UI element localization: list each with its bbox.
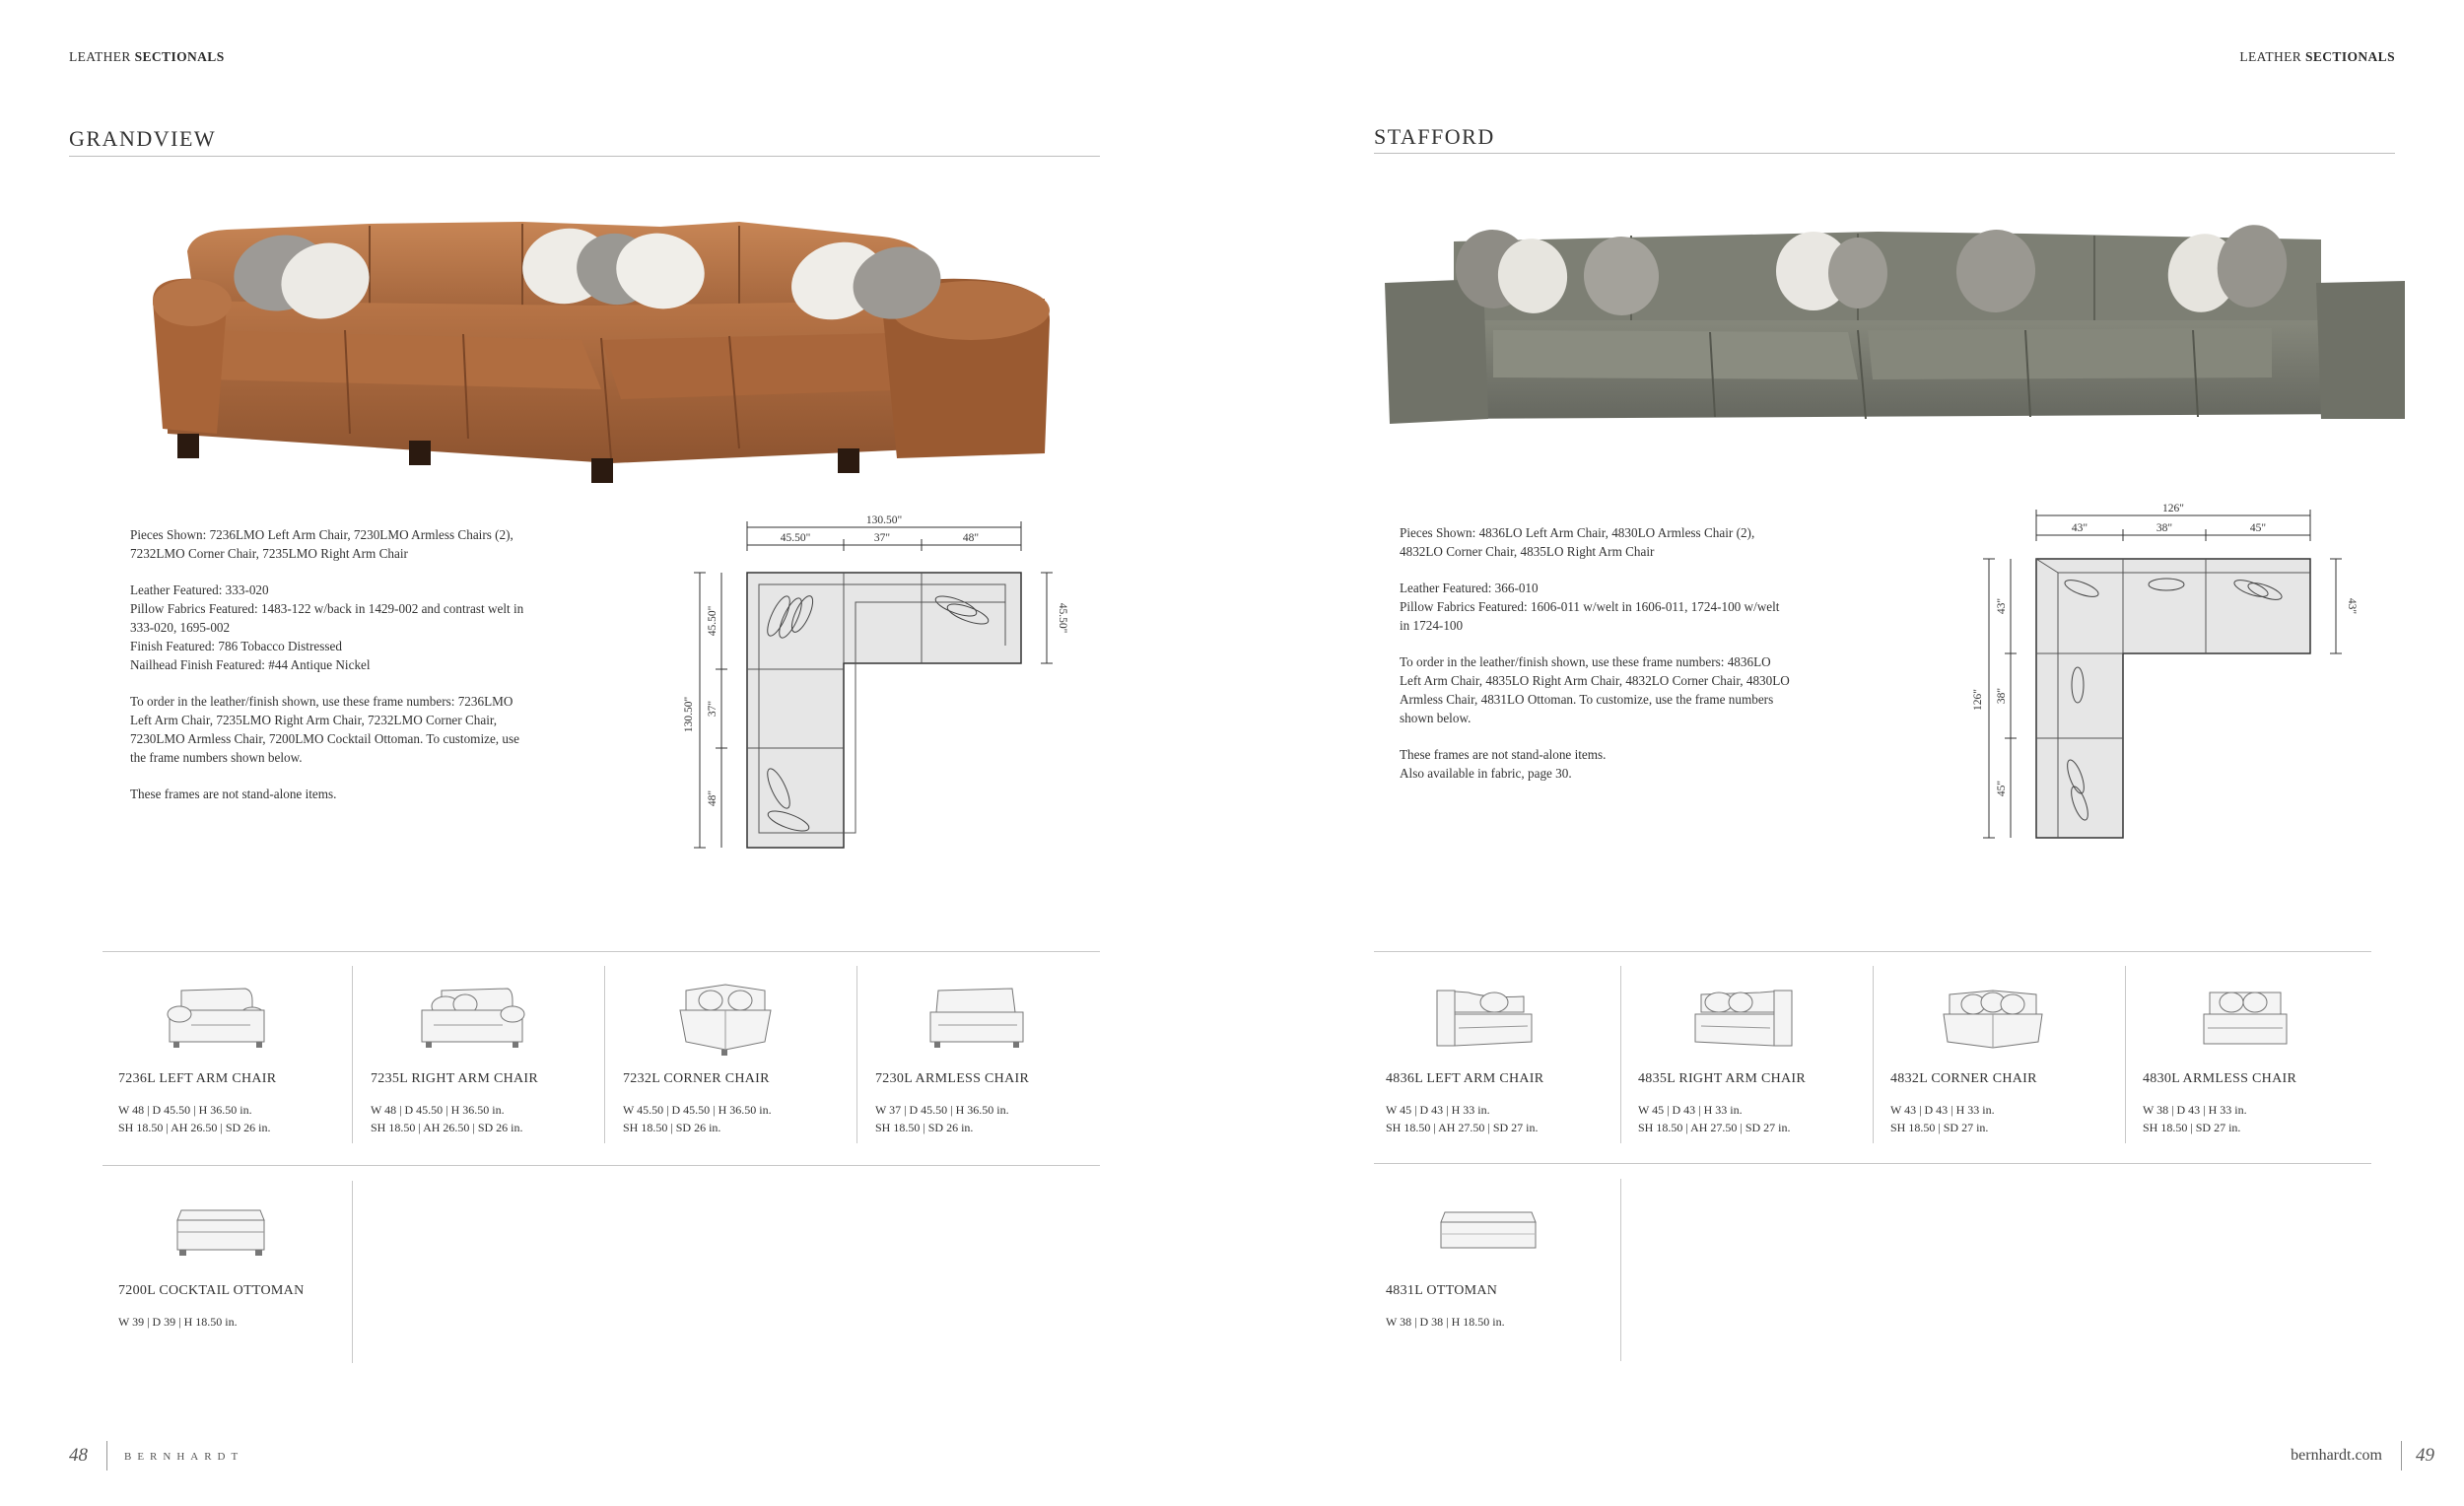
frame-seat-dimensions: SH 18.50 | AH 27.50 | SD 27 in.: [1386, 1121, 1539, 1134]
order-instructions: To order in the leather/finish shown, use these frame numbers: 4836LO Left Arm Chair, 4835LO Right Arm Chair, 4832LO Corner Chair, 4830LO Armless Chair, 4831LO Ottoman. To customize, use the frame numbers shown below.: [1400, 654, 1790, 725]
order-instructions: To order in the leather/finish shown, use these frame numbers: 7236LMO Left Arm Chair, 7235LMO Right Arm Chair, 7232LMO Corner Chair, 7230LMO Armless Chair, 7200LMO Cocktail Ottoman. To customize, use the frame numbers shown below.: [130, 694, 519, 765]
ottoman-thumbnail: [162, 1193, 280, 1271]
frame-divider: [2125, 966, 2126, 1143]
corner-chair-thumbnail: [1934, 981, 2052, 1060]
dim-right-depth: 45.50": [1057, 602, 1068, 634]
dim-left-total: 126": [1972, 689, 1984, 711]
stafford-description: [1400, 523, 1892, 800]
dim-top-total: 130.50": [865, 514, 903, 526]
footer-separator: [106, 1441, 107, 1471]
frame-name: 7200L COCKTAIL OTTOMAN: [118, 1283, 305, 1298]
page-number: 49: [2416, 1445, 2434, 1466]
frame-dimensions: W 45.50 | D 45.50 | H 36.50 in.: [623, 1103, 772, 1117]
frames-mid-rule: [103, 1165, 1100, 1166]
armless-chair-thumbnail: [2186, 981, 2304, 1060]
frame-name: 7230L ARMLESS CHAIR: [875, 1071, 1030, 1086]
right-arm-chair-thumbnail: [1681, 981, 1800, 1060]
frame-name: 7232L CORNER CHAIR: [623, 1071, 770, 1086]
frame-dimensions: W 37 | D 45.50 | H 36.50 in.: [875, 1103, 1009, 1117]
frame-name: 4830L ARMLESS CHAIR: [2143, 1071, 2297, 1086]
dim-left-seg-1: 45.50": [707, 605, 719, 637]
grandview-dimension-diagram: [670, 508, 1084, 857]
title-rule: [1374, 153, 2395, 154]
grandview-sectional-image: [148, 212, 1060, 483]
right-page: [1232, 0, 2464, 1506]
frame-seat-dimensions: SH 18.50 | SD 27 in.: [1890, 1121, 1989, 1134]
collection-title-grandview: GRANDVIEW: [69, 126, 217, 151]
footer-separator: [2401, 1441, 2402, 1471]
title-rule: [69, 156, 1100, 157]
pieces-shown: Pieces Shown: 7236LMO Left Arm Chair, 7230LMO Armless Chairs (2), 7232LMO Corner Chair, 7235LMO Right Arm Chair: [130, 527, 513, 561]
dim-top-seg-1: 45.50": [780, 532, 811, 544]
collection-title-stafford: STAFFORD: [1374, 124, 1495, 149]
frame-seat-dimensions: SH 18.50 | SD 27 in.: [2143, 1121, 2241, 1134]
frame-divider: [1620, 1179, 1621, 1361]
section-header-right: [2239, 49, 2395, 65]
right-arm-chair-thumbnail: [414, 981, 532, 1060]
frame-dimensions: W 48 | D 45.50 | H 36.50 in.: [118, 1103, 252, 1117]
frame-seat-dimensions: SH 18.50 | SD 26 in.: [875, 1121, 974, 1134]
section-header-bold: SECTIONALS: [134, 49, 225, 64]
frame-dimensions: W 43 | D 43 | H 33 in.: [1890, 1103, 1995, 1117]
dim-top-seg-2: 38": [2156, 522, 2173, 534]
dim-top-seg-1: 43": [2071, 522, 2088, 534]
armless-chair-thumbnail: [919, 981, 1037, 1060]
standalone-note: These frames are not stand-alone items. Also available in fabric, page 30.: [1400, 747, 1607, 781]
dim-right-depth: 43": [2346, 597, 2358, 615]
frame-dimensions: W 38 | D 43 | H 33 in.: [2143, 1103, 2247, 1117]
dim-left-seg-3: 48": [707, 789, 719, 807]
stafford-sectional-image: [1385, 222, 2405, 429]
frames-top-rule: [103, 951, 1100, 952]
frame-divider: [856, 966, 857, 1143]
frame-name: 7236L LEFT ARM CHAIR: [118, 1071, 277, 1086]
dim-left-seg-1: 43": [1996, 597, 2008, 615]
pieces-shown: Pieces Shown: 4836LO Left Arm Chair, 4830LO Armless Chair (2), 4832LO Corner Chair, 4835LO Right Arm Chair: [1400, 525, 1755, 559]
frame-dimensions: W 45 | D 43 | H 33 in.: [1386, 1103, 1490, 1117]
frame-divider: [352, 1181, 353, 1363]
stafford-dimension-diagram: [1959, 498, 2373, 848]
frame-dimensions: W 48 | D 45.50 | H 36.50 in.: [371, 1103, 505, 1117]
page-number: 48: [69, 1445, 88, 1466]
section-header-prefix: LEATHER: [2239, 49, 2302, 64]
section-header-prefix: LEATHER: [69, 49, 131, 64]
frame-dimensions: W 38 | D 38 | H 18.50 in.: [1386, 1315, 1505, 1329]
frames-mid-rule: [1374, 1163, 2371, 1164]
frame-seat-dimensions: SH 18.50 | AH 26.50 | SD 26 in.: [371, 1121, 523, 1134]
dim-left-seg-3: 45": [1996, 780, 2008, 797]
dim-top-total: 126": [2162, 503, 2184, 514]
frame-divider: [1873, 966, 1874, 1143]
frame-dimensions: W 45 | D 43 | H 33 in.: [1638, 1103, 1743, 1117]
frames-top-rule: [1374, 951, 2371, 952]
frame-dimensions: W 39 | D 39 | H 18.50 in.: [118, 1315, 238, 1329]
frame-name: 4831L OTTOMAN: [1386, 1283, 1498, 1298]
section-header-left: [69, 49, 225, 65]
materials-featured: Leather Featured: 366-010 Pillow Fabrics Featured: 1606-011 w/welt in 1606-011, 1724-100 w/welt in 1724-100: [1400, 581, 1780, 633]
frame-seat-dimensions: SH 18.50 | AH 27.50 | SD 27 in.: [1638, 1121, 1791, 1134]
frame-divider: [1620, 966, 1621, 1143]
frame-seat-dimensions: SH 18.50 | AH 26.50 | SD 26 in.: [118, 1121, 271, 1134]
dim-left-seg-2: 38": [1996, 687, 2008, 705]
materials-featured: Leather Featured: 333-020 Pillow Fabrics Featured: 1483-122 w/back in 1429-002 and contrast welt in 333-020, 1695-002 Finish Featured: 786 Tobacco Distressed Nailhead Finish Featured: #44 Antique Nickel: [130, 582, 524, 672]
left-arm-chair-thumbnail: [1429, 981, 1547, 1060]
dim-top-seg-3: 48": [962, 532, 980, 544]
dim-top-seg-3: 45": [2249, 522, 2267, 534]
dim-left-total: 130.50": [683, 696, 695, 733]
frame-name: 7235L RIGHT ARM CHAIR: [371, 1071, 539, 1086]
frame-divider: [604, 966, 605, 1143]
grandview-description: [130, 525, 643, 821]
section-header-bold: SECTIONALS: [2304, 49, 2395, 64]
frame-name: 4835L RIGHT ARM CHAIR: [1638, 1071, 1807, 1086]
frame-divider: [352, 966, 353, 1143]
corner-chair-thumbnail: [666, 981, 785, 1060]
website-link[interactable]: bernhardt.com: [2291, 1447, 2382, 1464]
frame-name: 4836L LEFT ARM CHAIR: [1386, 1071, 1544, 1086]
dim-top-seg-2: 37": [873, 532, 891, 544]
left-arm-chair-thumbnail: [162, 981, 280, 1060]
standalone-note: These frames are not stand-alone items.: [130, 787, 337, 801]
frame-seat-dimensions: SH 18.50 | SD 26 in.: [623, 1121, 721, 1134]
ottoman-thumbnail: [1429, 1193, 1547, 1271]
brand-logo-text: BERNHARDT: [124, 1451, 244, 1463]
dim-left-seg-2: 37": [707, 700, 719, 718]
frame-name: 4832L CORNER CHAIR: [1890, 1071, 2037, 1086]
